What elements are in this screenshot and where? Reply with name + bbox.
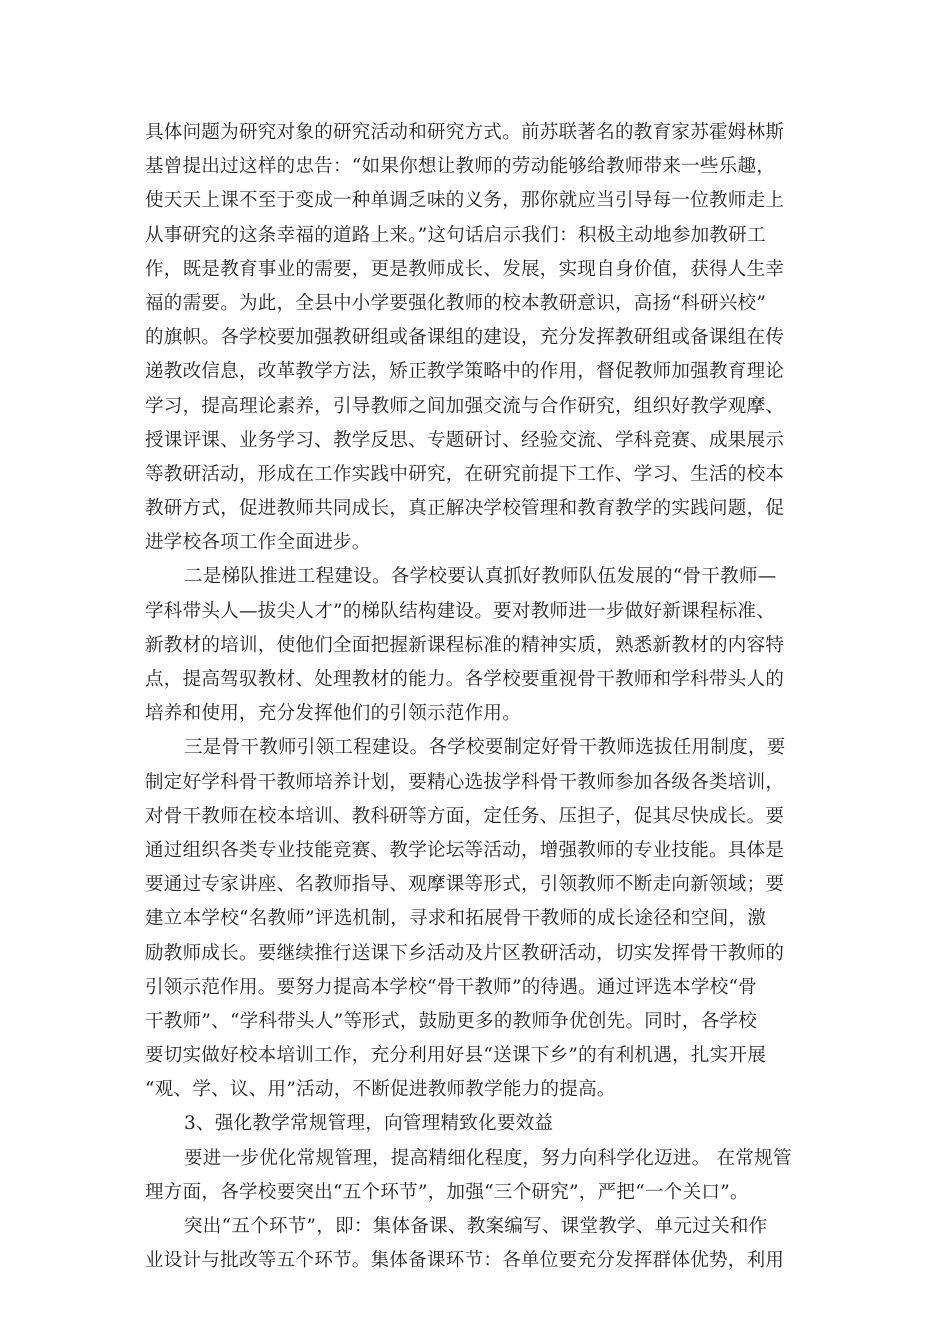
text-line: 理方面，各学校要突出“五个环节”，加强“三个研究”，严把“一个关口”。: [145, 1181, 749, 1203]
text-line: 要通过专家讲座、名教师指导、观摩课等形式，引领教师不断走向新领域；要: [145, 874, 785, 896]
text-line: 的旗帜。各学校要加强教研组或备课组的建设，充分发挥教研组或备课组在传: [145, 327, 785, 349]
text-line: 基曾提出过这样的忠告：“如果你想让教师的劳动能够给教师带来一些乐趣，: [145, 156, 776, 178]
text-line: 三是骨干教师引领工程建设。各学校要制定好骨干教师选拔任用制度，要: [184, 737, 786, 759]
text-line: 业设计与批改等五个环节。集体备课环节：各单位要充分发挥群体优势，利用: [145, 1250, 785, 1272]
document-body: [145, 116, 809, 1278]
text-line: 递教改信息，改革教学方法，矫正教学策略中的作用，督促教师加强教育理论: [145, 361, 785, 383]
text-line: 二是梯队推进工程建设。各学校要认真抓好教师队伍发展的“骨干教师—: [184, 566, 777, 588]
text-line: 要切实做好校本培训工作，充分利用好县“送课下乡”的有利机遇，扎实开展: [145, 1045, 767, 1067]
text-line: 突出“五个环节”，即：集体备课、教案编写、课堂教学、单元过关和作: [184, 1216, 768, 1237]
text-line: 通过组织各类专业技能竞赛、教学论坛等活动，增强教师的专业技能。具体是: [145, 839, 785, 861]
text-line: 从事研究的这条幸福的道路上来。”这句话启示我们：积极主动地参加教研工: [145, 224, 766, 246]
text-line: 建立本学校“名教师”评选机制，寻求和拓展骨干教师的成长途径和空间，激: [145, 908, 767, 930]
text-line: 福的需要。为此，全县中小学要强化教师的校本教研意识，高扬“科研兴校”: [145, 292, 767, 314]
text-line: 使天天上课不至于变成一种单调乏味的义务，那你就应当引导每一位教师走上: [145, 190, 785, 212]
text-line: 励教师成长。要继续推行送课下乡活动及片区教研活动，切实发挥骨干教师的: [145, 942, 785, 964]
text-line: 3、强化教学常规管理，向管理精致化要效益: [184, 1113, 554, 1135]
text-line: 等教研活动，形成在工作实践中研究，在研究前提下工作、学习、生活的校本: [145, 463, 785, 485]
text-line: 引领示范作用。要努力提高本学校“骨干教师”的待遇。通过评选本学校“骨: [145, 976, 758, 998]
text-line: 制定好学科骨干教师培养计划，要精心选拔学科骨干教师参加各级各类培训，: [145, 771, 785, 793]
text-line: 对骨干教师在校本培训、教科研等方面，定任务、压担子，促其尽快成长。要: [145, 805, 785, 827]
text-line: 具体问题为研究对象的研究活动和研究方式。前苏联著名的教育家苏霍姆林斯: [145, 122, 785, 143]
text-line: 点，提高驾驭教材、处理教材的能力。各学校要重视骨干教师和学科带头人的: [145, 669, 785, 690]
text-line: 学科带头人—拔尖人才”的梯队结构建设。要对教师进一步做好新课程标准、: [145, 600, 776, 622]
text-line: 培养和使用，充分发挥他们的引领示范作用。: [145, 703, 522, 725]
text-line: 干教师”、“学科带头人”等形式，鼓励更多的教师争优创先。同时，各学校: [145, 1010, 758, 1032]
text-line: 学习，提高理论素养，引导教师之间加强交流与合作研究，组织好教学观摩、: [145, 395, 785, 417]
text-line: 作，既是教育事业的需要，更是教师成长、发展，实现自身价值，获得人生幸: [145, 258, 785, 280]
text-line: 进学校各项工作全面进步。: [145, 532, 371, 554]
text-line: 新教材的培训，使他们全面把握新课程标准的精神实质，熟悉新教材的内容特: [145, 634, 785, 656]
text-line: “观、学、议、用”活动，不断促进教师教学能力的提高。: [145, 1079, 616, 1101]
text-line: 教研方式，促进教师共同成长，真正解决学校管理和教育教学的实践问题，促: [145, 498, 785, 520]
text-line: 要进一步优化常规管理，提高精细化程度，努力向科学化迈进。 在常规管: [184, 1147, 792, 1169]
text-line: 授课评课、业务学习、教学反思、专题研讨、经验交流、学科竞赛、成果展示: [145, 429, 785, 451]
